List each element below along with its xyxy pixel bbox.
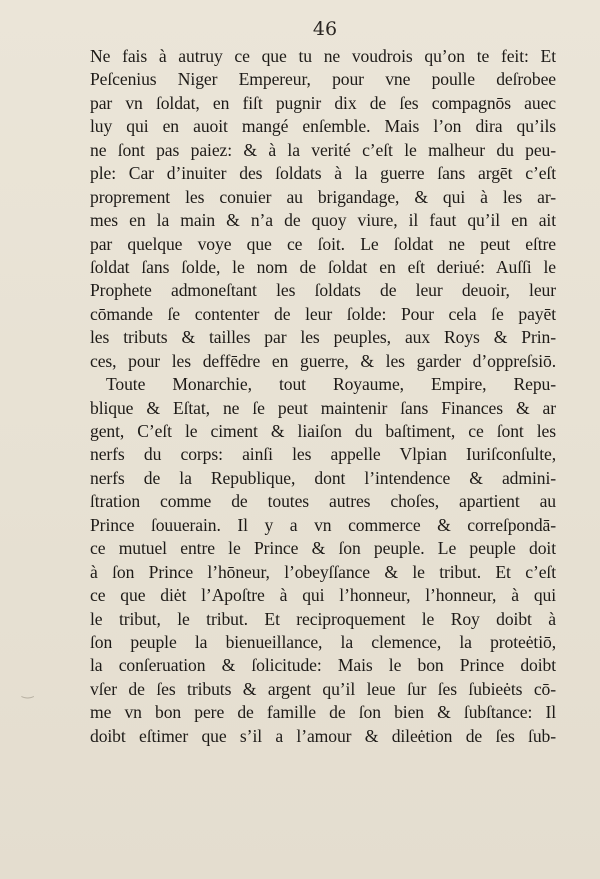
text-line: ſtration comme de toutes autres choſes, apartient au bbox=[90, 491, 556, 512]
text-line: cōmande ſe contenter de leur ſolde: Pour cela ſe payēt bbox=[90, 303, 556, 324]
text-line: le tribut, le tribut. Et reciproquement le Roy doibt à bbox=[90, 608, 556, 629]
text-line: Ne fais à autruy ce que tu ne voudrois qu’on te feit: Et bbox=[90, 46, 556, 66]
text-line: doibt eſtimer que s’il a l’amour & dileėtion de ſes ſub- bbox=[90, 725, 556, 746]
text-line: blique & Eſtat, ne ſe peut maintenir ſans Finances & ar bbox=[90, 397, 556, 418]
text-line: à ſon Prince l’hōneur, l’obeyſſance & le tribut. Et c’eſt bbox=[90, 561, 556, 582]
text-line: ce que diėt l’Apoſtre à qui l’honneur, l’honneur, à qui bbox=[90, 585, 556, 606]
text-line: proprement les conuier au brigandage, & qui à les ar- bbox=[90, 186, 556, 207]
text-line: ſon peuple la bienueillance, la clemence, la proteėtiō, bbox=[90, 631, 556, 652]
text-line: les tributs & tailles par les peuples, aux Roys & Prin- bbox=[90, 327, 556, 348]
text-line: gent, C’eſt le ciment & liaiſon du baſtiment, ce ſont les bbox=[90, 421, 556, 441]
text-line: nerfs du corps: ainſi les appelle Vlpian Iuriſconſulte, bbox=[90, 444, 556, 465]
margin-mark: ‿ bbox=[22, 684, 34, 699]
text-line: par vn ſoldat, en fiſt pugnir dix de ſes compagnōs auec bbox=[90, 92, 556, 113]
text-line: Toute Monarchie, tout Royaume, Empire, Repu- bbox=[106, 374, 556, 395]
text-line: ple: Car d’inuiter des ſoldats à la guerre ſans argēt c’eſt bbox=[90, 163, 556, 184]
text-line: ces, pour les deffēdre en guerre, & les garder d’oppreſsiō. bbox=[90, 350, 556, 371]
text-line: Prince ſouuerain. Il y a vn commerce & correſpondā- bbox=[90, 514, 556, 535]
text-line: me vn bon pere de famille de ſon bien & ſubſtance: Il bbox=[90, 702, 556, 723]
text-line: nerfs de la Republique, dont l’intendence & admini- bbox=[90, 467, 556, 488]
page-number: 46 bbox=[312, 18, 338, 40]
text-line: Prophete admoneſtant les ſoldats de leur deuoir, leur bbox=[90, 280, 556, 301]
text-line: ce mutuel entre le Prince & ſon peuple. Le peuple doit bbox=[90, 538, 556, 559]
text-line: vſer de ſes tributs & argent qu’il leue ſur ſes ſubieėts cō- bbox=[90, 678, 556, 699]
text-line: la conſeruation & ſolicitude: Mais le bon Prince doibt bbox=[90, 655, 556, 676]
text-line: luy qui en auoit mangé enſemble. Mais l’on dira qu’ils bbox=[90, 116, 556, 137]
text-line: Peſcenius Niger Empereur, pour vne poulle deſrobee bbox=[90, 69, 556, 90]
body-text bbox=[90, 45, 556, 748]
text-line: mes en la main & n’a de quoy viure, il faut qu’il en ait bbox=[90, 210, 556, 231]
text-line: ne ſont pas paiez: & à la verité c’eſt le malheur du peu- bbox=[90, 139, 556, 160]
text-line: ſoldat ſans ſolde, le nom de ſoldat en eſt deriué: Auſſi le bbox=[90, 256, 556, 277]
text-line: par quelque voye que ce ſoit. Le ſoldat ne peut eſtre bbox=[90, 233, 556, 254]
